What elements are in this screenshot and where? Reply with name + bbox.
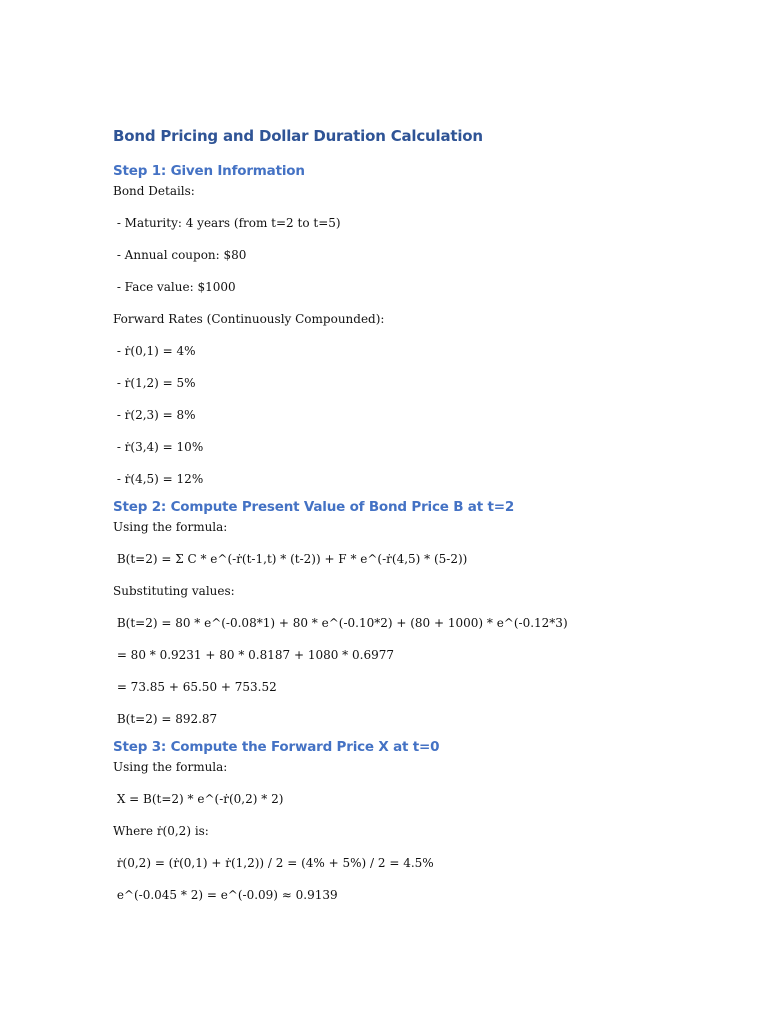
where-label: Where ṙ(0,2) is: (113, 824, 209, 838)
coupon-line: - Annual coupon: $80 (113, 248, 247, 262)
bond-price-result: B(t=2) = 892.87 (113, 712, 218, 726)
bond-price-formula: B(t=2) = Σ C * e^(-ṙ(t-1,t) * (t-2)) + F * e^(-ṙ(4,5) * (5-2)) (113, 552, 468, 566)
substituting-label: Substituting values: (113, 584, 235, 598)
step3-heading: Step 3: Compute the Forward Price X at t=0 (113, 739, 440, 755)
forward-rate-line: - ṙ(1,2) = 5% (113, 376, 196, 390)
step2-heading: Step 2: Compute Present Value of Bond Price B at t=2 (113, 499, 515, 515)
rate-average-line: ṙ(0,2) = (ṙ(0,1) + ṙ(1,2)) / 2 = (4% + 5%) / 2 = 4.5% (113, 856, 434, 870)
step1-heading: Step 1: Given Information (113, 163, 305, 179)
formula-intro: Using the formula: (113, 520, 228, 534)
face-value-line: - Face value: $1000 (113, 280, 236, 294)
formula-intro: Using the formula: (113, 760, 228, 774)
forward-rates-label: Forward Rates (Continuously Compounded): (113, 312, 385, 326)
document-title: Bond Pricing and Dollar Duration Calculation (113, 127, 483, 145)
calculation-line: = 73.85 + 65.50 + 753.52 (113, 680, 277, 694)
discount-factor-line: e^(-0.045 * 2) = e^(-0.09) ≈ 0.9139 (113, 888, 338, 902)
forward-rate-line: - ṙ(0,1) = 4% (113, 344, 196, 358)
forward-rate-line: - ṙ(3,4) = 10% (113, 440, 204, 454)
substitution-line: B(t=2) = 80 * e^(-0.08*1) + 80 * e^(-0.10*2) + (80 + 1000) * e^(-0.12*3) (113, 616, 568, 630)
forward-price-formula: X = B(t=2) * e^(-ṙ(0,2) * 2) (113, 792, 284, 806)
forward-rate-line: - ṙ(4,5) = 12% (113, 472, 204, 486)
bond-details-label: Bond Details: (113, 184, 195, 198)
forward-rate-line: - ṙ(2,3) = 8% (113, 408, 196, 422)
calculation-line: = 80 * 0.9231 + 80 * 0.8187 + 1080 * 0.6977 (113, 648, 394, 662)
document-page (113, 124, 713, 918)
maturity-line: - Maturity: 4 years (from t=2 to t=5) (113, 216, 341, 230)
